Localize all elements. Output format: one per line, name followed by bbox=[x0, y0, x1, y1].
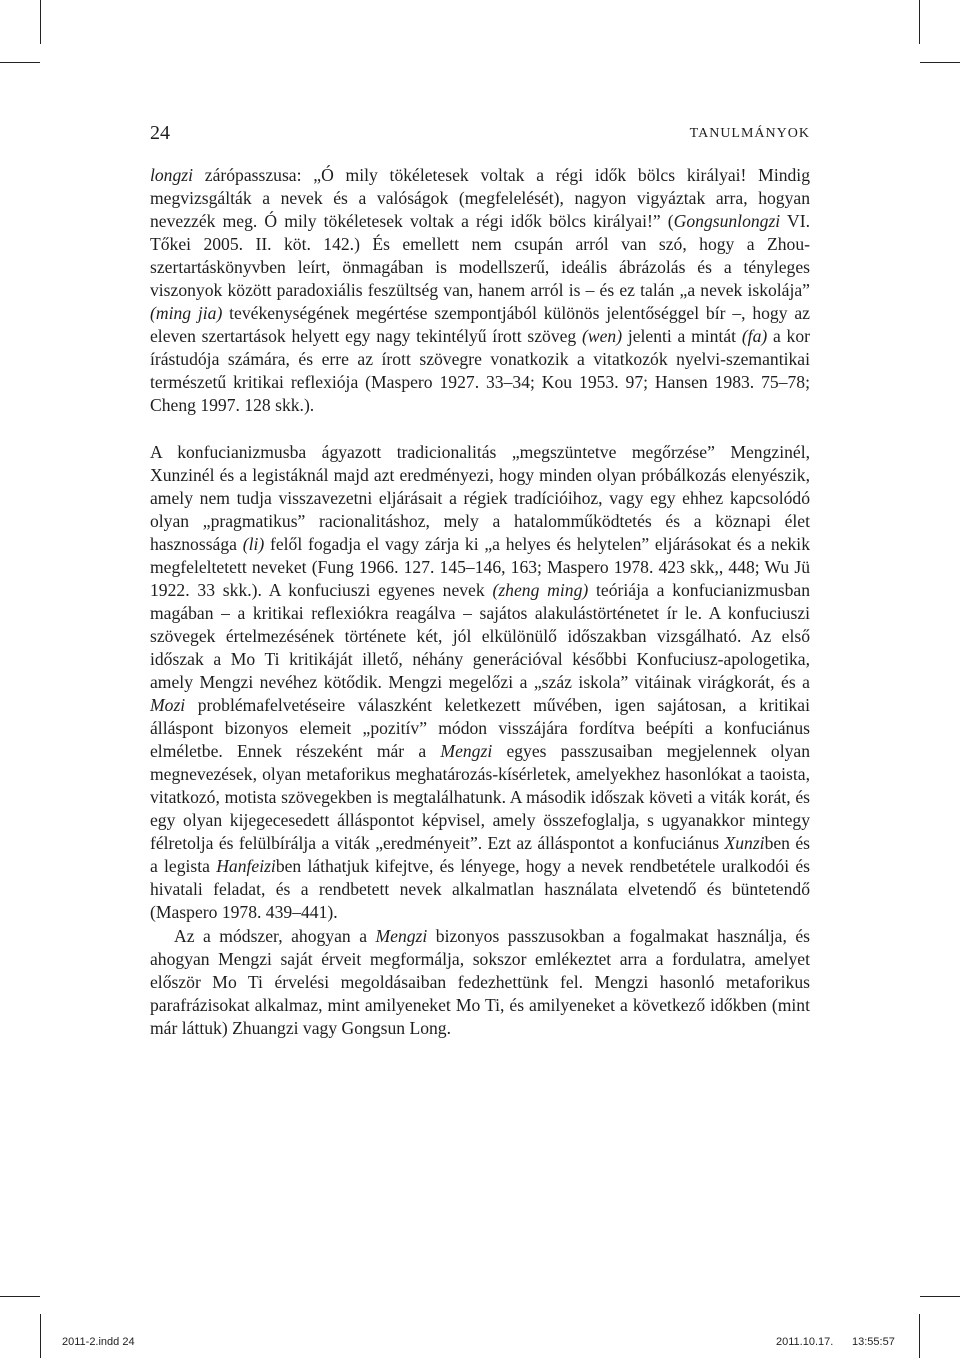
running-header bbox=[150, 122, 810, 152]
text-run: problémafelvetéseire válaszként keletkezett művében, igen sajátosan, a kritikai álláspont bizonyos elemeit „pozitív” módon visszájára fordítva beépíti a konfuciánus elméletbe. Ennek részeként már a bbox=[150, 695, 810, 762]
text-run: egyes passzusaiban megjelennek olyan megnevezések, olyan metaforikus meghatározás-kísérletek, amelyekhez hasonlókat a taoista, vitatkozó, motista szövegekben is megtalálhatunk. A második időszak követi a viták korát, és egy olyan kijegecesedett álláspontot képvisel, amely összefoglalja, s ugyanakkor mintegy félretolja és felülbírálja a viták „eredményeit”. Ezt az álláspontot a konfuciánus bbox=[150, 741, 810, 854]
text-run: tevékenységének megértése szempontjából különös jelentőséggel bír –, hogy az eleven szertartások helyett egy nagy tekintélyű írott szöveg bbox=[150, 303, 810, 347]
italic-term: (zheng ming) bbox=[492, 579, 589, 600]
crop-mark bbox=[920, 62, 960, 63]
crop-mark bbox=[40, 0, 41, 44]
text-run: teóriája a konfucianizmusban magában – a kritikai reflexiókra reagálva – sajátos alakulástörténetet ír le. A konfuciuszi szövegek értelmezésének története két, jól elkülönülő időszakban vizsgálható. Az első időszak a Mo Ti kritikáját illető, néhány generációval későbbi Konfuciusz-apologetika, amely Mengzi nevéhez kötődik. Mengzi megelőzi a „száz iskola” vitáinak virágkorát, és a bbox=[150, 579, 810, 692]
italic-term: longzi bbox=[150, 165, 194, 185]
text-run: VI. Tőkei 2005. II. köt. 142.) És emellett nem csupán arról van szó, hogy a Zhou-szertartáskönyvben leírt, önmagában is modellszerű, ideális ábrázolás és a tényleges viszonyok között paradoxiális feszültség van, hanem arról is – és ez talán „a nevek iskolája” bbox=[150, 211, 810, 301]
page-number: 24 bbox=[150, 122, 170, 144]
footer-time: 13:55:57 bbox=[852, 1336, 895, 1348]
text-run: felől fogadja el vagy zárja ki „a helyes és helytelen” eljárásokat és a nekik megfeleltetett neveket (Fung 1966. 127. 145–146, 163; Maspero 1978. 423 skk,, 448; Wu Jü 1922. 33 skk.). A konfuciuszi egyenes nevek bbox=[150, 533, 810, 600]
crop-mark bbox=[919, 0, 920, 44]
italic-term: (fa) bbox=[741, 326, 768, 347]
text-run: ben és a legista bbox=[150, 833, 810, 877]
text-run: a kor írástudója számára, és erre az írott szövegre vonatkozik a vitatkozók nyelvi-szemantikai természetű kritikai reflexiója (Maspero 1927. 33–34; Kou 1953. 97; Hansen 1983. 75–78; Cheng 1997. 128 skk.). bbox=[150, 326, 811, 416]
crop-mark bbox=[919, 1314, 920, 1358]
italic-term: Mozi bbox=[150, 695, 186, 716]
italic-term: Mengzi bbox=[375, 925, 428, 946]
italic-term: Hanfeizi bbox=[216, 856, 276, 877]
text-run: Az a módszer, ahogyan a bbox=[174, 925, 376, 946]
text-run: A konfucianizmusba ágyazott tradicionalitás „megszüntetve megőrzése” Mengzinél, Xunzinél és a legistáknál majd azt eredményezi, hogy minden olyan próbálkozás elenyészik, amely nem tudja visszavezetni eljárásait a régiek tradícióihoz, vagy egy ehhez kapcsolódó olyan „pragmatikus” racionalitáshoz, mely a hatalomműködtetés és a köznapi élet hasznossága bbox=[150, 441, 810, 554]
italic-term: Xunzi bbox=[724, 833, 765, 854]
italic-term: (ming jia) bbox=[150, 303, 223, 324]
text-run: bizonyos passzusokban a fogalmakat használja, és ahogyan Mengzi saját érveit megformálja, sokszor emlékeztet arra a fordulatra, amelyet először Mo Ti érvelési megoldásaiban fedezhettünk fel. Mengzi hasonló metaforikus parafrázisokat alkalmaz, mint amilyeneket Mo Ti, és amilyeneket a következő időkben (mint már láttuk) Zhuangzi vagy Gongsun Long. bbox=[150, 925, 810, 1038]
italic-term: (li) bbox=[242, 533, 265, 554]
crop-mark bbox=[40, 1314, 41, 1358]
italic-term: Mengzi bbox=[440, 741, 493, 762]
section-title: TANULMÁNYOK bbox=[689, 126, 810, 141]
body-text bbox=[150, 164, 810, 1040]
footer-filename: 2011-2.indd 24 bbox=[62, 1336, 135, 1348]
italic-term: (wen) bbox=[582, 326, 623, 347]
crop-mark bbox=[0, 1296, 40, 1297]
text-run: zárópasszusa: „Ó mily tökéletesek voltak a régi idők bölcs királyai! Mindig megvizsgálták a nevek és a valóságok (megfelelését), nagyon vigyáztak arra, hogyan nevezzék meg. Ó mily tökéletesek voltak a régi idők bölcs királyai!” ( bbox=[150, 165, 810, 232]
paragraph bbox=[150, 441, 810, 925]
footer-date: 2011.10.17. bbox=[776, 1336, 834, 1348]
paragraph bbox=[150, 164, 810, 418]
paragraph bbox=[150, 925, 810, 1040]
crop-mark bbox=[920, 1296, 960, 1297]
italic-term: Gongsunlongzi bbox=[673, 211, 781, 232]
text-run: ben láthatjuk kifejtve, és lényege, hogy a nevek rendbetétele uralkodói és hivatali feladat, és a rendbetett nevek alkalmatlan használata elvetendő és büntetendő (Maspero 1978. 439–441). bbox=[150, 856, 810, 923]
crop-mark bbox=[0, 62, 40, 63]
text-run: jelenti a mintát bbox=[622, 326, 742, 347]
